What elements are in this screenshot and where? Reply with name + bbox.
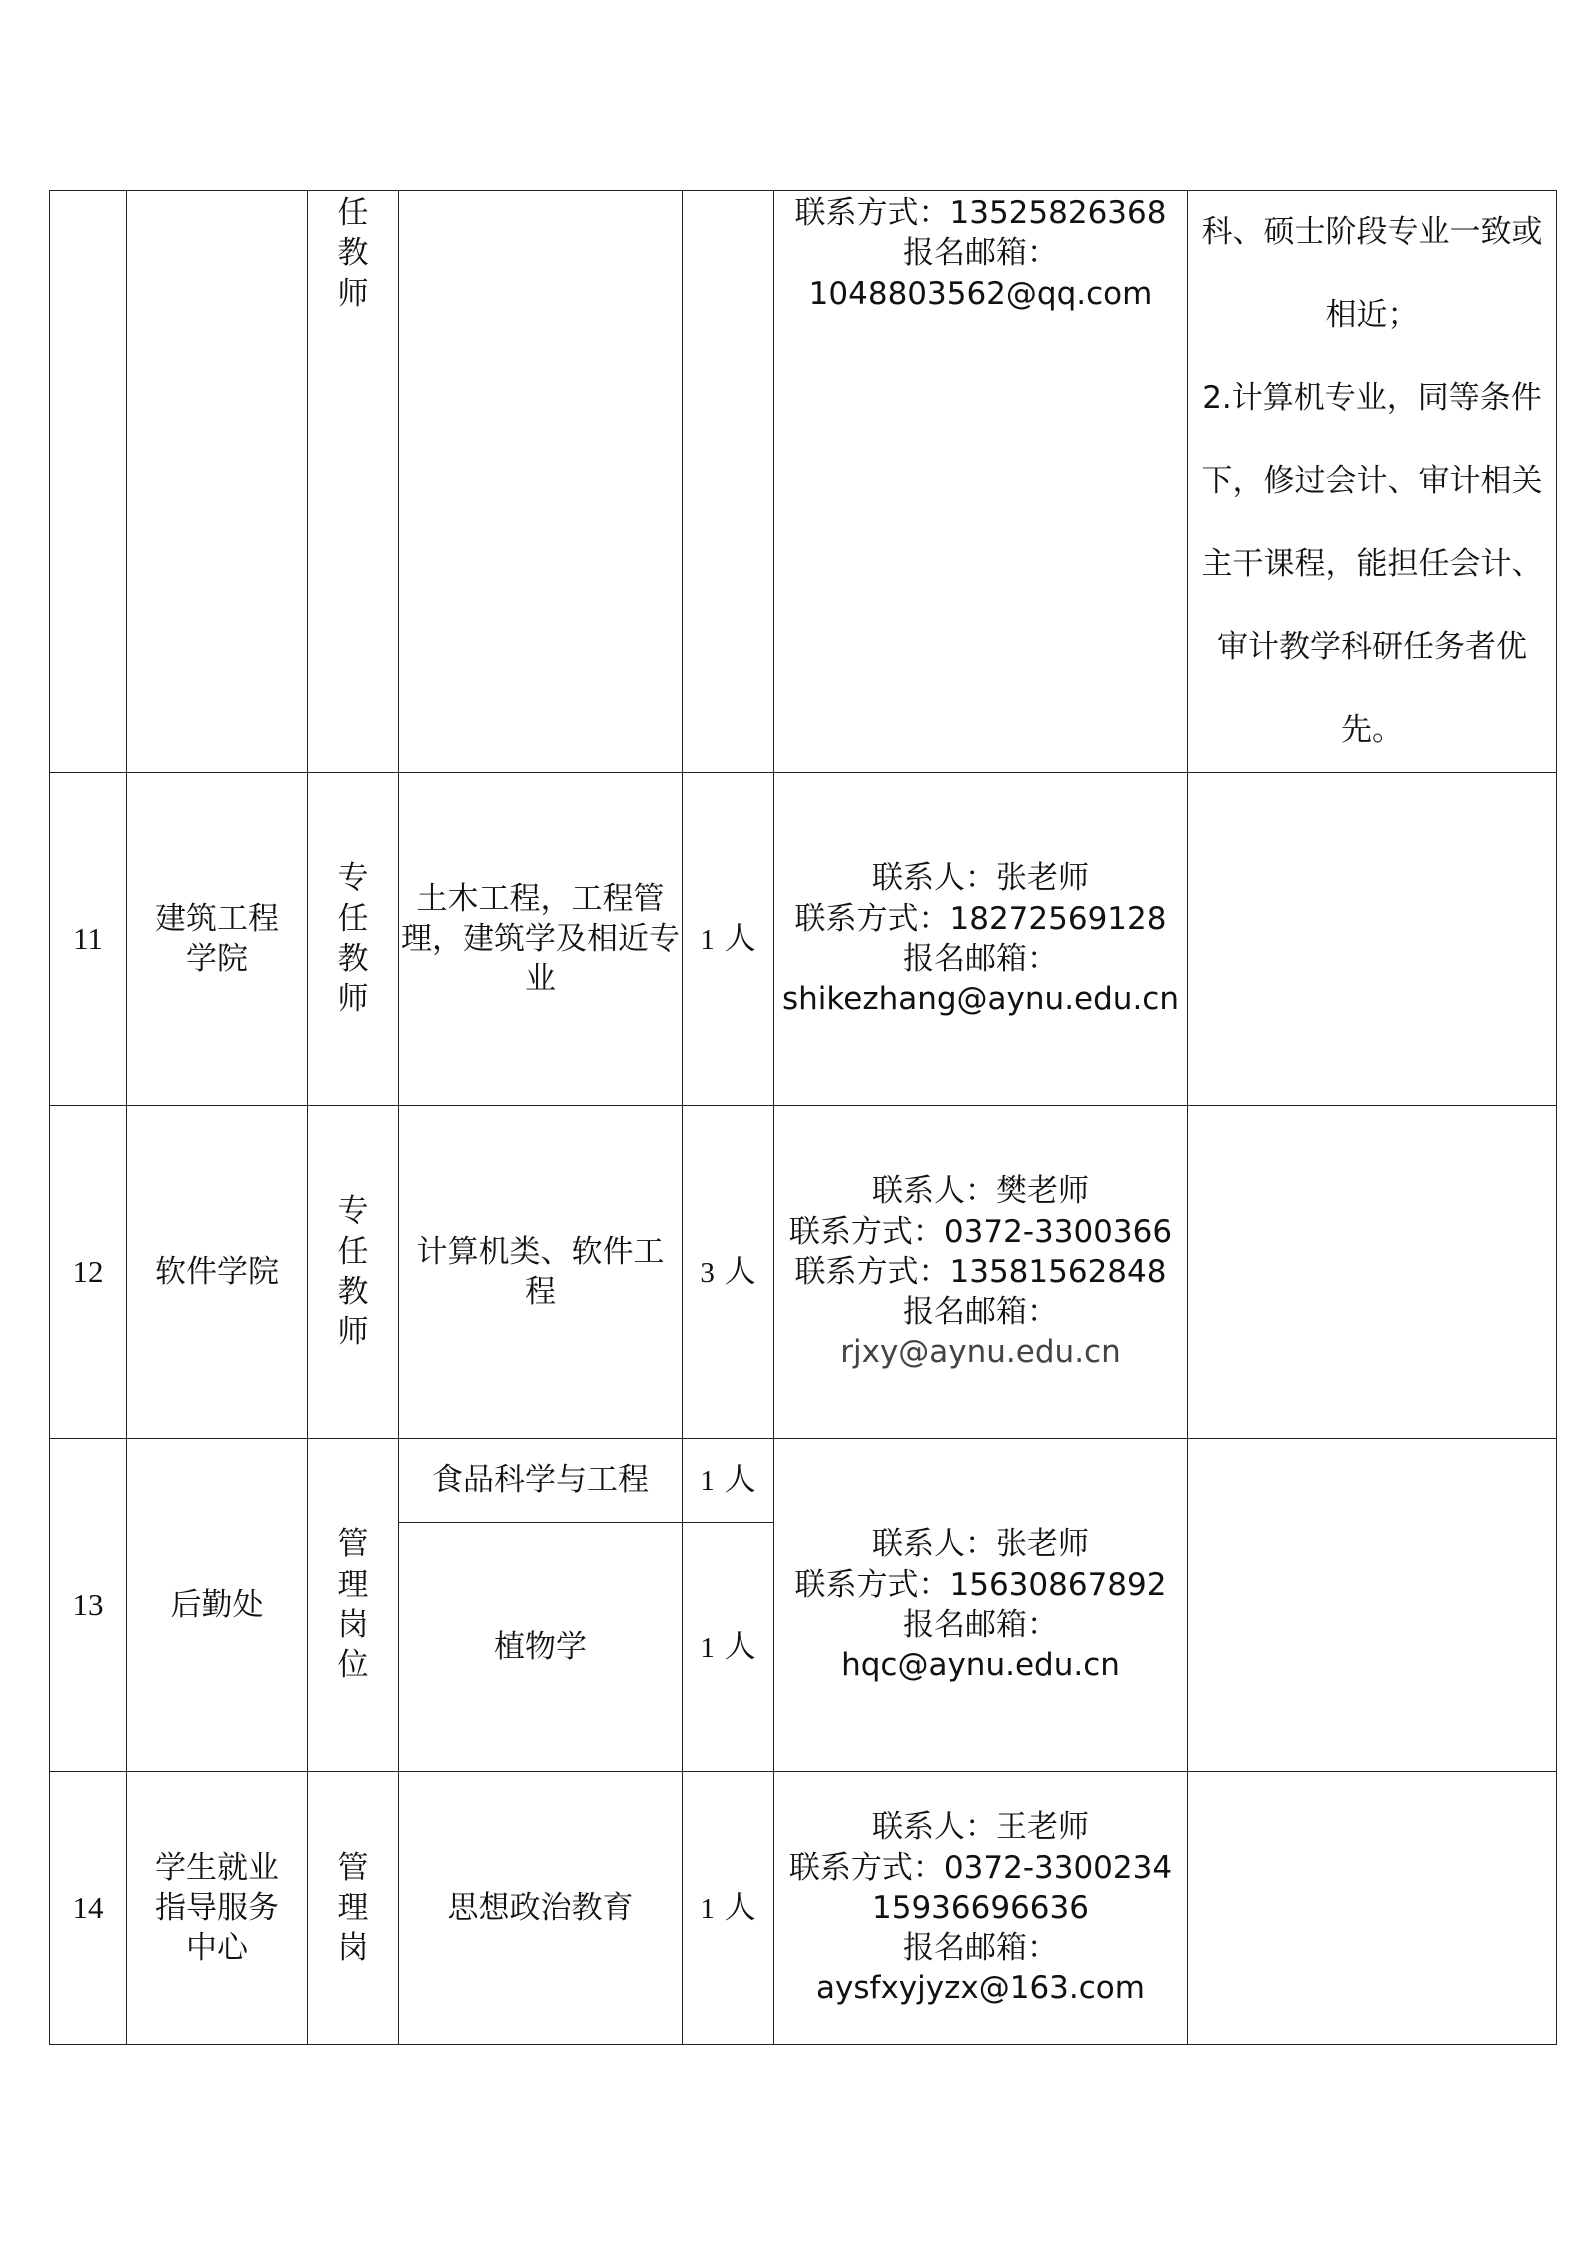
row-number-cell: 13 — [50, 1439, 127, 1772]
contact-cell — [774, 773, 1188, 1106]
note-line: 主干课程，能担任会计、 — [1201, 546, 1543, 582]
post-char: 任 — [337, 1233, 369, 1270]
contact-phone: 联系方式：15630867892 — [794, 1566, 1167, 1603]
post-char: 专 — [337, 1193, 369, 1230]
count-cell — [683, 773, 774, 1106]
department-line: 后勤处 — [170, 1586, 264, 1623]
department-cell — [127, 1439, 308, 1772]
table-row — [50, 1439, 1557, 1523]
count-cell — [683, 1439, 774, 1523]
post-char: 管 — [337, 1526, 369, 1563]
department-cell — [127, 191, 308, 773]
note-line: 相近； — [1325, 297, 1419, 333]
contact-email-label: 报名邮箱： — [903, 941, 1058, 977]
department-line: 指导服务 — [155, 1889, 279, 1926]
post-char: 任 — [337, 195, 369, 231]
note-cell — [1188, 1106, 1557, 1439]
count-number: 3 — [700, 1256, 715, 1289]
major-cell — [399, 1106, 683, 1439]
post-cell — [308, 1106, 399, 1439]
department-cell — [127, 773, 308, 1106]
count-unit: 人 — [724, 920, 756, 957]
note-line: 先。 — [1341, 712, 1403, 748]
major-cell — [399, 773, 683, 1106]
department-line: 中心 — [186, 1930, 248, 1967]
post-char: 教 — [337, 1274, 369, 1310]
row-number-cell: 12 — [50, 1106, 127, 1439]
contact-phone: 联系方式：13581562848 — [794, 1253, 1167, 1290]
contact-person: 联系人：樊老师 — [872, 1173, 1089, 1210]
major-line: 计算机类、软件工 — [416, 1233, 665, 1270]
count-unit: 人 — [724, 1462, 756, 1499]
table-row — [50, 773, 1557, 1106]
major-line: 植物学 — [494, 1628, 587, 1665]
row-number-cell: 11 — [50, 773, 127, 1106]
note-line: 科、硕士阶段专业一致或 — [1201, 214, 1543, 250]
major-cell — [399, 191, 683, 773]
contact-cell — [774, 191, 1188, 773]
contact-email[interactable]: shikezhang@aynu.edu.cn — [781, 981, 1179, 1018]
contact-phone: 联系方式：18272569128 — [794, 900, 1167, 937]
contact-email-label: 报名邮箱： — [903, 1930, 1058, 1967]
post-char: 教 — [337, 235, 369, 272]
major-line: 程 — [525, 1274, 556, 1310]
department-line: 学生就业 — [155, 1849, 279, 1886]
major-cell — [399, 1772, 683, 2045]
count-cell — [683, 1772, 774, 2045]
table-row — [50, 1106, 1557, 1439]
row-number-cell: 14 — [50, 1772, 127, 2045]
contact-phone: 联系方式：0372-3300366 — [788, 1213, 1173, 1250]
count-cell — [683, 1523, 774, 1772]
contact-phone: 15936696636 — [872, 1889, 1089, 1926]
post-char: 管 — [337, 1849, 369, 1886]
post-char: 理 — [337, 1566, 369, 1603]
department-line: 建筑工程 — [155, 900, 279, 937]
note-cell — [1188, 1439, 1557, 1772]
major-line: 理，建筑学及相近专 — [401, 920, 680, 957]
major-cell — [399, 1523, 683, 1772]
department-line: 软件学院 — [155, 1253, 279, 1290]
recruitment-table — [49, 190, 1557, 2045]
post-cell — [308, 191, 399, 773]
contact-email-label: 报名邮箱： — [903, 235, 1058, 272]
contact-email[interactable]: aysfxyjyzx@163.com — [816, 1970, 1145, 2007]
contact-email-label: 报名邮箱： — [903, 1294, 1058, 1331]
post-char: 岗 — [337, 1607, 369, 1643]
contact-phone: 联系方式：0372-3300234 — [788, 1849, 1173, 1886]
count-number: 1 — [700, 1892, 715, 1925]
count-unit: 人 — [724, 1628, 756, 1665]
note-cell — [1188, 773, 1557, 1106]
contact-phone: 联系方式：13525826368 — [794, 195, 1167, 231]
note-line: 2.计算机专业，同等条件 — [1202, 380, 1542, 416]
contact-cell — [774, 1439, 1188, 1772]
post-char: 理 — [337, 1889, 369, 1926]
count-unit: 人 — [724, 1889, 756, 1926]
table-row — [50, 1772, 1557, 2045]
note-line: 审计教学科研任务者优 — [1217, 629, 1527, 665]
note-cell — [1188, 191, 1557, 773]
major-line: 土木工程，工程管 — [416, 880, 665, 917]
contact-person: 联系人：张老师 — [872, 1526, 1089, 1563]
post-char: 岗 — [337, 1930, 369, 1967]
post-char: 专 — [337, 860, 369, 897]
contact-cell — [774, 1106, 1188, 1439]
note-cell — [1188, 1772, 1557, 2045]
post-cell — [308, 1772, 399, 2045]
post-char: 师 — [337, 1314, 369, 1351]
post-char: 师 — [337, 275, 369, 312]
contact-email[interactable]: rjxy@aynu.edu.cn — [840, 1334, 1121, 1371]
major-line: 思想政治教育 — [447, 1889, 634, 1926]
major-line: 业 — [525, 961, 556, 998]
count-number: 1 — [700, 1465, 715, 1498]
contact-cell — [774, 1772, 1188, 2045]
contact-email[interactable]: 1048803562@qq.com — [808, 275, 1153, 312]
post-char: 位 — [337, 1647, 369, 1684]
department-line: 学院 — [186, 941, 248, 977]
contact-person: 联系人：张老师 — [872, 860, 1089, 897]
count-number: 1 — [700, 923, 715, 956]
count-unit: 人 — [724, 1253, 756, 1290]
department-cell — [127, 1772, 308, 2045]
note-line: 下，修过会计、审计相关 — [1201, 463, 1543, 499]
table-row — [50, 191, 1557, 773]
major-line: 食品科学与工程 — [432, 1462, 649, 1499]
contact-email[interactable]: hqc@aynu.edu.cn — [841, 1647, 1120, 1684]
major-cell — [399, 1439, 683, 1523]
row-number-cell — [50, 191, 127, 773]
post-cell — [308, 1439, 399, 1772]
post-cell — [308, 773, 399, 1106]
post-char: 任 — [337, 900, 369, 937]
count-cell — [683, 191, 774, 773]
post-char: 教 — [337, 941, 369, 977]
post-char: 师 — [337, 981, 369, 1018]
department-cell — [127, 1106, 308, 1439]
count-cell — [683, 1106, 774, 1439]
contact-email-label: 报名邮箱： — [903, 1607, 1058, 1643]
count-number: 1 — [700, 1631, 715, 1664]
contact-person: 联系人：王老师 — [872, 1809, 1089, 1846]
